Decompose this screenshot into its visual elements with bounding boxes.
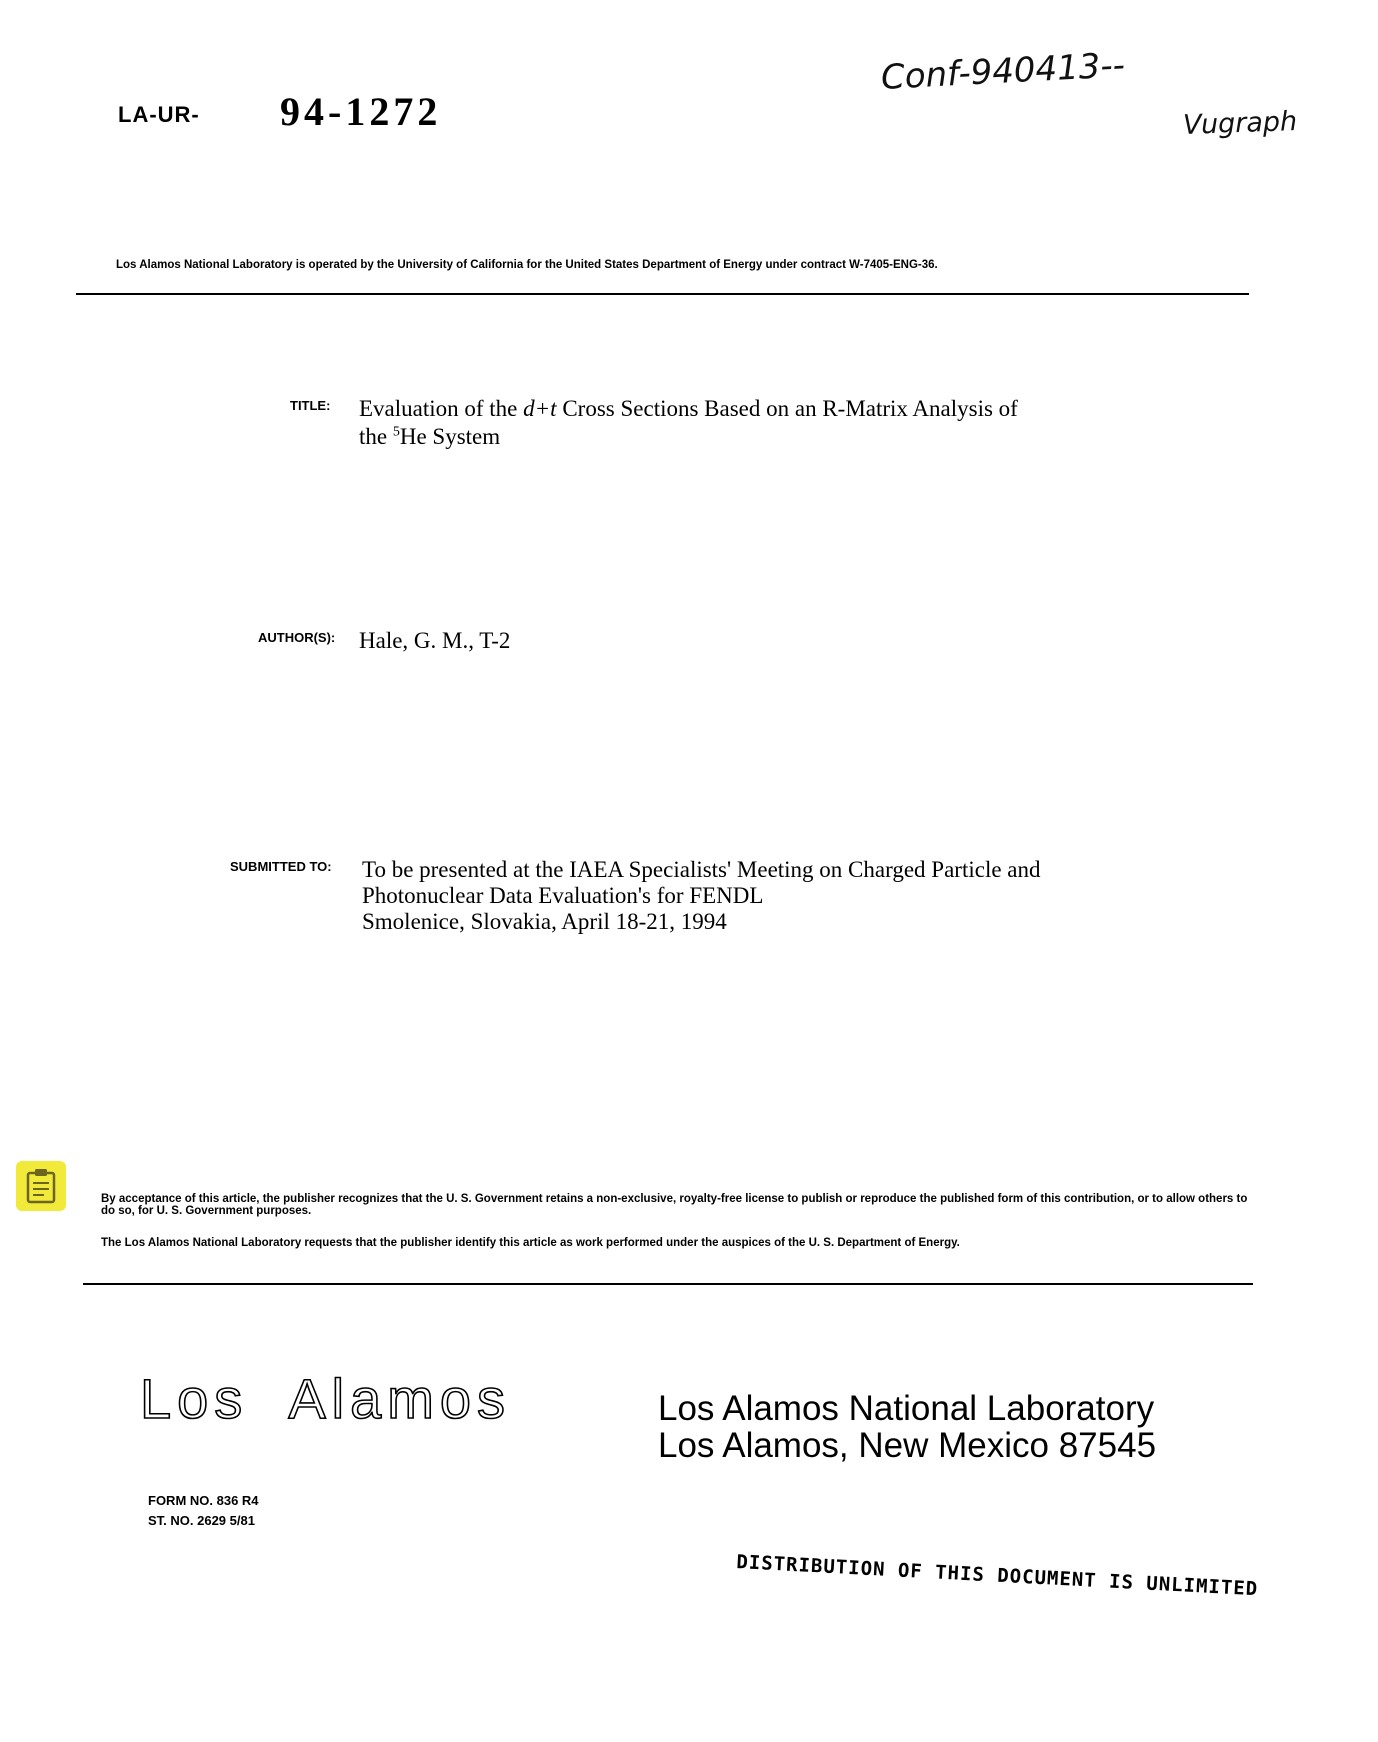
handwritten-vugraph-note: Vugraph [1182, 106, 1298, 141]
document-title-line2 [359, 424, 500, 450]
report-id-prefix: LA-UR- [118, 102, 200, 127]
submitted-line: To be presented at the IAEA Specialists' Meeting on Charged Particle and [362, 857, 1041, 882]
publisher-license-statement: By acceptance of this article, the publisher recognizes that the U. S. Government retains a non-exclusive, royalty-free license to publish or reproduce the published form of this contribution, or to allow others to do so, for U. S. Government purposes. [101, 1193, 1248, 1217]
bottom-divider [83, 1283, 1253, 1285]
lab-city: Los Alamos, New Mexico 87545 [658, 1426, 1157, 1465]
distribution-stamp: DISTRIBUTION OF THIS DOCUMENT IS UNLIMITED [735, 1551, 1259, 1601]
clipboard-note-icon[interactable] [16, 1161, 66, 1211]
title-superscript: 5 [392, 424, 400, 440]
operator-statement: Los Alamos National Laboratory is operated by the University of California for the United States Department of Energy under contract W-7405-ENG-36. [116, 259, 938, 271]
title-label: TITLE: [290, 398, 331, 413]
authors-value: Hale, G. M., T-2 [359, 628, 511, 653]
submitted-to-value [362, 857, 1041, 935]
title-text-italic: d+t [523, 396, 557, 421]
handwritten-conf-number: Conf-940413-- [880, 45, 1126, 98]
submitted-line: Smolenice, Slovakia, April 18-21, 1994 [362, 909, 727, 934]
title-line2-pre: the [359, 424, 393, 449]
form-number: FORM NO. 836 R4 [148, 1493, 259, 1508]
st-number: ST. NO. 2629 5/81 [148, 1513, 255, 1528]
form-info [148, 1491, 259, 1531]
lanl-request-statement: The Los Alamos National Laboratory requests that the publisher identify this article as work performed under the auspices of the U. S. Department of Energy. [101, 1237, 960, 1249]
los-alamos-logo: Los Alamos [140, 1367, 512, 1430]
document-title-line1 [359, 396, 1018, 422]
lab-name: Los Alamos National Laboratory [658, 1389, 1155, 1428]
lab-address [658, 1390, 1156, 1464]
submitted-line: Photonuclear Data Evaluation's for FENDL [362, 883, 764, 908]
title-text-pre: Evaluation of the [359, 396, 524, 421]
top-divider [76, 293, 1249, 295]
report-id-number: 94-1272 [280, 89, 442, 134]
clipboard-glyph-icon [25, 1168, 57, 1204]
authors-label: AUTHOR(S): [258, 630, 336, 645]
submitted-label: SUBMITTED TO: [230, 859, 332, 874]
title-line2-post: He System [399, 424, 501, 449]
title-text-post: Cross Sections Based on an R-Matrix Analysis of [556, 396, 1018, 421]
